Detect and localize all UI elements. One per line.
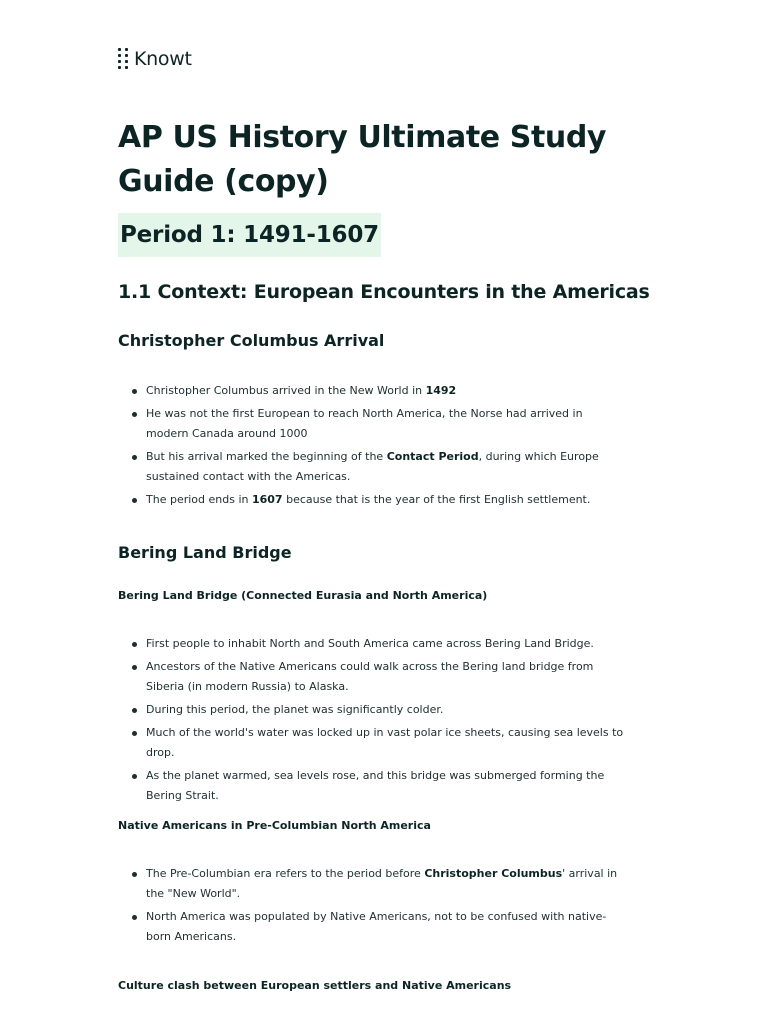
brand-name: Knowt (134, 48, 192, 70)
period-heading-highlight (118, 213, 381, 257)
native-americans-bullet-list (128, 864, 628, 950)
list-item: The period ends in 1607 because that is the year of the first English settlement. (128, 490, 628, 510)
list-item: Much of the world's water was locked up in vast polar ice sheets, causing sea levels to drop. (128, 723, 628, 763)
section-heading: 1.1 Context: European Encounters in the Americas (118, 281, 650, 303)
page-title: AP US History Ultimate Study Guide (copy) (118, 120, 607, 199)
period-heading: Period 1: 1491-1607 (120, 222, 379, 248)
list-item: As the planet warmed, sea levels rose, and this bridge was submerged forming the Bering Strait. (128, 766, 628, 806)
columbus-bullet-list (128, 381, 628, 513)
list-item: First people to inhabit North and South America came across Bering Land Bridge. (128, 634, 628, 654)
columbus-heading: Christopher Columbus Arrival (118, 331, 385, 350)
bering-bullet-list (128, 634, 628, 809)
brand-logo[interactable] (118, 48, 192, 70)
bering-subheading: Bering Land Bridge (Connected Eurasia and North America) (118, 589, 488, 602)
native-americans-subheading: Native Americans in Pre-Columbian North America (118, 819, 431, 832)
list-item: Ancestors of the Native Americans could walk across the Bering land bridge from Siberia (in modern Russia) to Alaska. (128, 657, 628, 697)
list-item: He was not the first European to reach North America, the Norse had arrived in modern Canada around 1000 (128, 404, 628, 444)
list-item: But his arrival marked the beginning of the Contact Period, during which Europe sustained contact with the Americas. (128, 447, 628, 487)
list-item: North America was populated by Native Americans, not to be confused with native-born Americans. (128, 907, 628, 947)
list-item: The Pre-Columbian era refers to the period before Christopher Columbus' arrival in the "New World". (128, 864, 628, 904)
bering-heading: Bering Land Bridge (118, 543, 292, 562)
culture-clash-subheading: Culture clash between European settlers and Native Americans (118, 979, 512, 992)
braille-dots-icon (118, 48, 128, 70)
list-item: During this period, the planet was significantly colder. (128, 700, 628, 720)
list-item: Christopher Columbus arrived in the New World in 1492 (128, 381, 628, 401)
